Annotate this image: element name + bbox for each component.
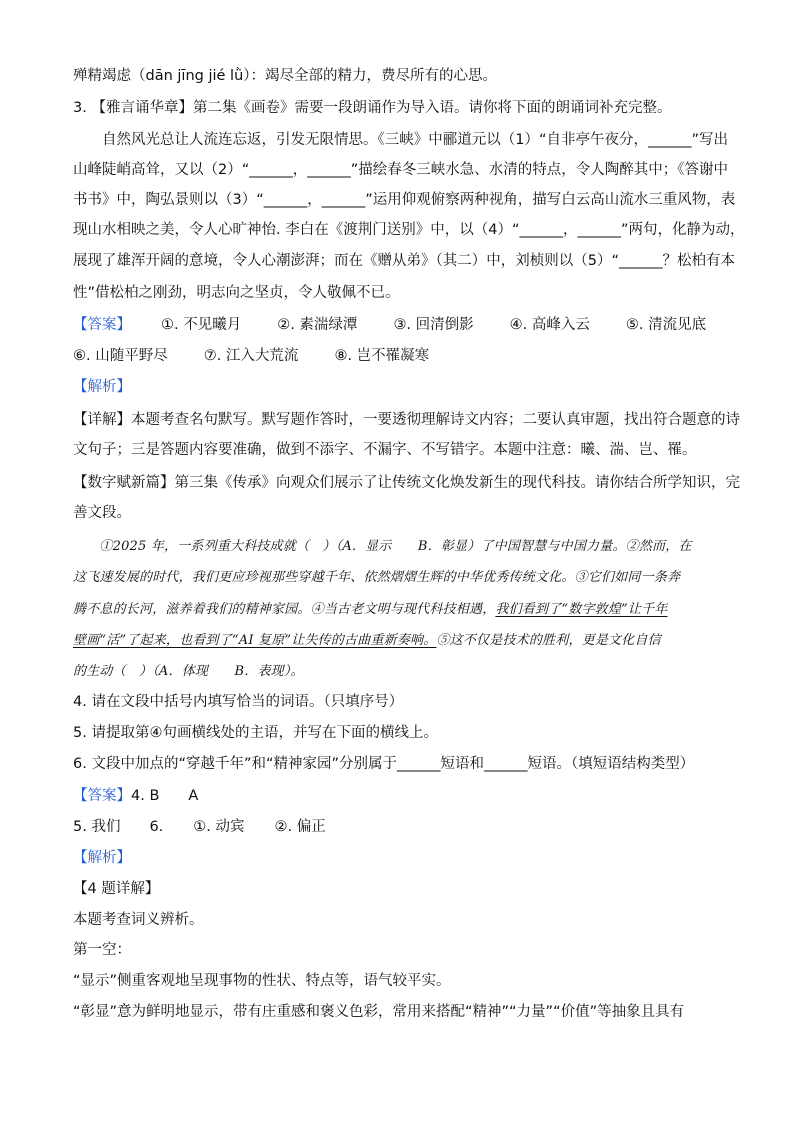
analysis-label-1: 【解析】 [73,379,131,395]
definition-line: 殚精竭虑（dān jīng jié lǜ）：竭尽全部的精力，费尽所有的心思。 [73,68,498,84]
question-5: 5. 请提取第④句画横线处的主语，并写在下面的横线上。 [73,725,438,741]
poem-line-4: 现山水相映之美，令人心旷神怡. 李白在《渡荆门送别》中，以（4）“______，______”两句，化静为动， [73,222,745,238]
passage-line-4 [73,631,661,651]
answer-text: 5. 我们 6. [73,819,164,835]
question-4: 4. 请在文段中括号内填写恰当的词语。（只填序号） [73,694,404,710]
detail-1-line-2: 文句子；三是答题内容要准确，做到不添字、不漏字、不写错字。本题中注意：曦、湍、岂、罹。 [73,442,697,458]
answer-item: ⑦. 江入大荒流 [203,348,299,364]
answer-item: ①. 动宾 [193,819,245,835]
answer-label: 【答案】 [73,788,131,804]
detail-2-line-4: “彰显”意为鲜明地显示，带有庄重感和褒义色彩，常用来搭配“精神”“力量”“价值”等抽象且具有 [73,1004,685,1020]
answer-item: ⑥. 山随平野尽 [73,348,168,364]
analysis-label-2: 【解析】 [73,850,131,866]
answer-item: ⑤. 清流见底 [625,317,707,333]
answer-2-row-1 [73,786,198,806]
passage-line-5: 的生动（ ）（A．体现 B．表现）。 [73,664,304,679]
answer-item: ④. 高峰入云 [509,317,590,333]
poem-line-3: 书书》中，陶弘景则以（3）“______，______”运用仰观俯察两种视角，描写白云高山流水三重风物，表 [73,192,736,208]
passage-line-1: ①2025 年，一系列重大科技成就（ ）（A．显示 B．彰显）了中国智慧与中国力量。②然而，在 [73,539,692,554]
question-3-title: 3. 【雅言诵华章】第二集《画卷》需要一段朗诵作为导入语。请你将下面的朗诵词补充完整。 [73,100,672,116]
passage-text: 腾不息的长河，滋养着我们的精神家园。④当古老文明与现代科技相遇， [73,602,496,617]
poem-line-2: 山峰陡峭高耸，又以（2）“______，______”描绘春冬三峡水急、水清的特点，令人陶醉其中；《答谢中 [73,162,728,178]
detail-2-heading: 【4 题详解】 [73,881,160,897]
answer-1-row-2 [73,346,429,366]
passage-text: ⑤这不仅是技术的胜利，更是文化自信 [436,633,661,648]
underlined-subject-text: 壁画“活”了起来，也看到了“AI 复原”让失传的古曲重新奏响。 [73,633,437,648]
detail-1-line-1: 【详解】本题考查名句默写。默写题作答时，一要透彻理解诗文内容；二要认真审题，找出符合题意的诗 [73,412,740,428]
answer-item: ②. 素湍绿潭 [277,317,358,333]
question-6: 6. 文段中加点的“穿越千年”和“精神家园”分别属于______短语和______短语。（填短语结构类型） [73,756,695,772]
answer-item: ②. 偏正 [274,819,326,835]
underlined-subject-text: 我们看到了“数字敦煌”让千年 [495,602,668,617]
answer-item: ③. 回清倒影 [393,317,474,333]
intro-line-1: 【数字赋新篇】第三集《传承》向观众们展示了让传统文化焕发新生的现代科技。请你结合所学知识，完 [73,475,740,491]
answer-label: 【答案】 [73,317,131,333]
answer-text: 4. B A [131,788,199,804]
answer-1-row-1 [73,315,706,335]
passage-line-2: 这飞速发展的时代，我们更应珍视那些穿越千年、依然熠熠生辉的中华优秀传统文化。③它们如同一条奔 [73,570,681,585]
answer-item: ⑧. 岂不罹凝寒 [334,348,430,364]
detail-2-line-2: 第一空： [73,942,131,958]
intro-line-2: 善文段。 [73,505,131,521]
detail-2-line-1: 本题考查词义辨析。 [73,912,204,928]
passage-line-3 [73,600,668,620]
poem-line-6: 性”借松柏之刚劲，明志向之坚贞，令人敬佩不已。 [73,285,400,301]
answer-item: ①. 不见曦月 [161,317,242,333]
poem-line-5: 展现了雄浑开阔的意境，令人心潮澎湃；而在《赠从弟》（其二）中，刘桢则以（5）“______？松柏有本 [73,253,735,269]
poem-line-1: 自然风光总让人流连忘返，引发无限情思。《三峡》中郦道元以（1）“自非亭午夜分，______”写出 [73,132,728,148]
answer-2-row-2 [73,817,326,837]
detail-2-line-3: “显示”侧重客观地呈现事物的性状、特点等，语气较平实。 [73,973,451,989]
